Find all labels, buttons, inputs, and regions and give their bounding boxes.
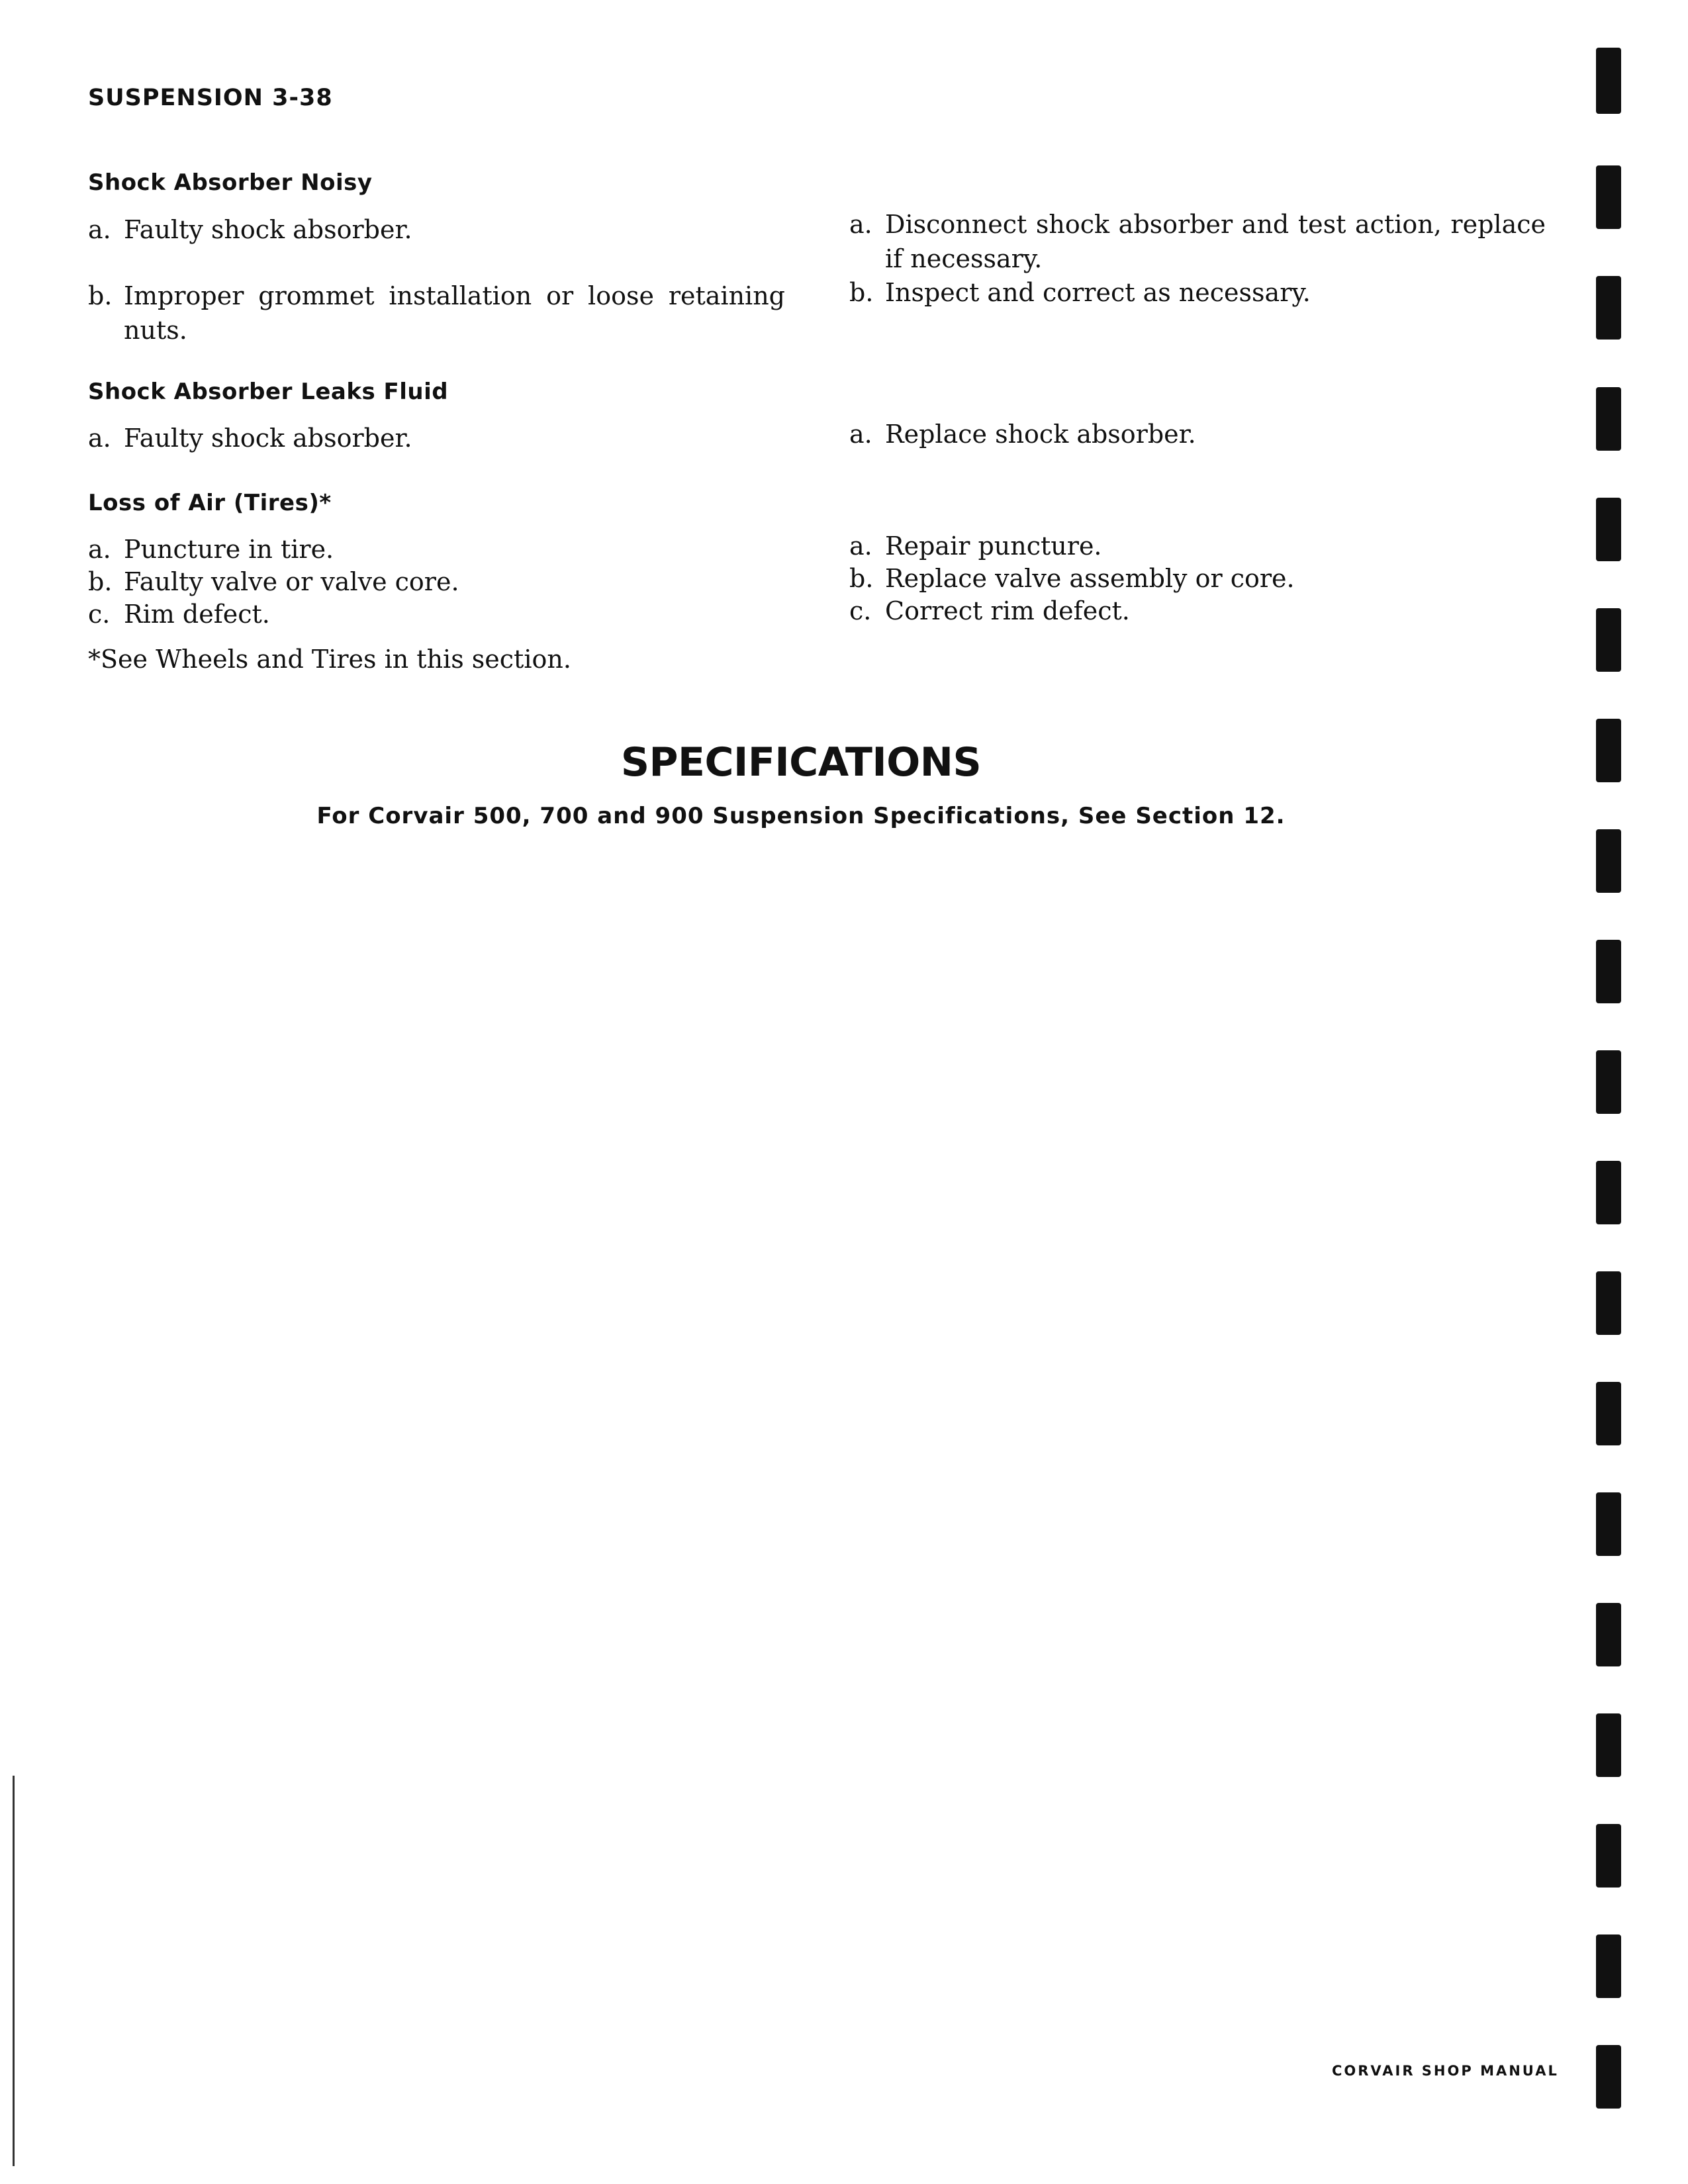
specifications-title: SPECIFICATIONS <box>620 739 982 786</box>
footnote: *See Wheels and Tires in this section. <box>88 645 571 674</box>
binder-mark <box>1596 165 1621 229</box>
item-marker: b. <box>88 281 113 310</box>
binder-mark <box>1596 1603 1621 1666</box>
binder-mark <box>1596 1824 1621 1888</box>
binder-mark <box>1596 940 1621 1003</box>
item-marker: a. <box>849 210 872 239</box>
item-marker: a. <box>88 535 111 564</box>
section-heading: Shock Absorber Noisy <box>88 169 373 196</box>
cause-item <box>88 532 785 567</box>
remedy-item <box>849 529 1546 563</box>
binder-mark <box>1596 48 1621 114</box>
item-text: Inspect and correct as necessary. <box>885 278 1311 307</box>
binder-mark <box>1596 1050 1621 1114</box>
page-footer: CORVAIR SHOP MANUAL <box>1332 2063 1559 2079</box>
scan-edge-line <box>13 1776 15 2166</box>
binder-mark <box>1596 1934 1621 1998</box>
item-text: Replace shock absorber. <box>885 420 1196 449</box>
binder-mark <box>1596 1161 1621 1224</box>
binder-mark <box>1596 387 1621 451</box>
item-marker: b. <box>849 564 874 593</box>
remedy-item <box>849 561 1546 596</box>
item-text: Correct rim defect. <box>885 596 1130 625</box>
binder-mark <box>1596 1713 1621 1777</box>
cause-item <box>88 421 785 455</box>
item-marker: a. <box>88 424 111 453</box>
item-marker: b. <box>88 567 113 596</box>
binder-mark <box>1596 719 1621 782</box>
item-text: Puncture in tire. <box>124 535 334 564</box>
item-marker: c. <box>88 600 111 629</box>
page-header: SUSPENSION 3-38 <box>88 85 333 111</box>
remedy-item <box>849 275 1546 310</box>
section-heading: Loss of Air (Tires)* <box>88 490 332 516</box>
item-text: Improper grommet installation or loose retaining nuts. <box>124 281 785 345</box>
binder-mark <box>1596 1492 1621 1556</box>
binder-mark <box>1596 276 1621 340</box>
item-text: Disconnect shock absorber and test action, replace if necessary. <box>885 210 1546 273</box>
specifications-subtitle: For Corvair 500, 700 and 900 Suspension Specifications, See Section 12. <box>316 803 1286 829</box>
item-text: Replace valve assembly or core. <box>885 564 1295 593</box>
binder-mark <box>1596 498 1621 561</box>
binder-mark <box>1596 829 1621 893</box>
cause-item <box>88 279 785 347</box>
item-marker: b. <box>849 278 874 307</box>
item-text: Faulty shock absorber. <box>124 424 412 453</box>
item-text: Repair puncture. <box>885 531 1102 561</box>
item-marker: a. <box>849 420 872 449</box>
item-text: Faulty shock absorber. <box>124 215 412 244</box>
item-marker: a. <box>88 215 111 244</box>
item-text: Rim defect. <box>124 600 270 629</box>
cause-item <box>88 212 785 247</box>
binder-mark <box>1596 1271 1621 1335</box>
cause-item <box>88 565 785 599</box>
remedy-item <box>849 594 1546 628</box>
section-heading: Shock Absorber Leaks Fluid <box>88 379 449 405</box>
remedy-item <box>849 207 1546 276</box>
remedy-item <box>849 417 1546 451</box>
item-marker: a. <box>849 531 872 561</box>
binder-mark <box>1596 608 1621 672</box>
cause-item <box>88 597 785 631</box>
binder-mark <box>1596 1382 1621 1445</box>
binder-mark <box>1596 2045 1621 2109</box>
item-text: Faulty valve or valve core. <box>124 567 459 596</box>
item-marker: c. <box>849 596 872 625</box>
